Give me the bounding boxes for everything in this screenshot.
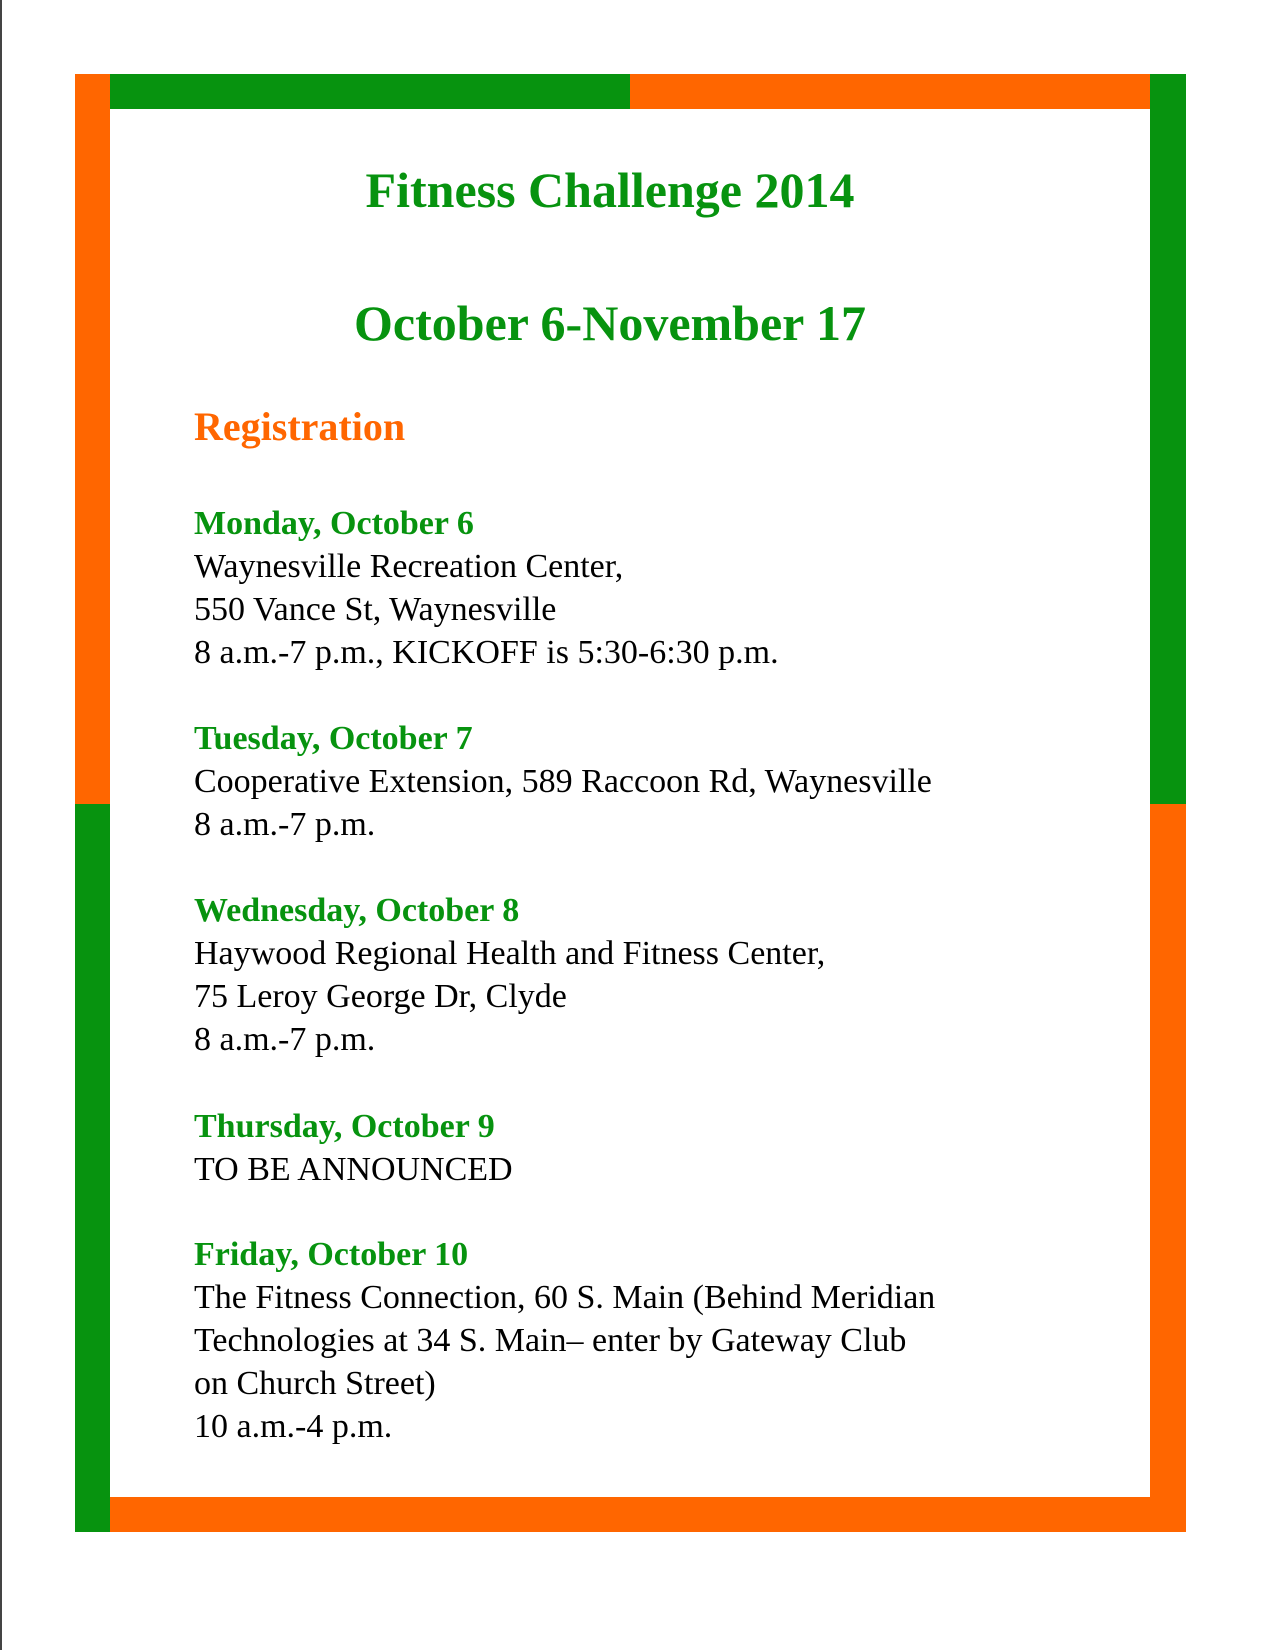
day-detail-line: 8 a.m.-7 p.m. <box>194 806 376 843</box>
day-block-tuesday <box>194 717 1094 846</box>
day-block-wednesday <box>194 889 1094 1061</box>
day-detail-line: Cooperative Extension, 589 Raccoon Rd, Waynesville <box>194 763 932 800</box>
day-heading: Tuesday, October 7 <box>194 720 473 757</box>
day-block-thursday <box>194 1105 1094 1191</box>
day-heading: Monday, October 6 <box>194 505 474 542</box>
registration-heading: Registration <box>194 404 406 449</box>
day-heading: Wednesday, October 8 <box>194 892 520 929</box>
day-detail-line: 10 a.m.-4 p.m. <box>194 1408 393 1445</box>
day-detail-line: on Church Street) <box>194 1365 436 1402</box>
flyer-title: Fitness Challenge 2014 <box>365 162 855 218</box>
day-detail-line: 8 a.m.-7 p.m. <box>194 1021 376 1058</box>
day-detail-line: Technologies at 34 S. Main– enter by Gateway Club <box>194 1322 907 1359</box>
day-detail-line: 550 Vance St, Waynesville <box>194 591 557 628</box>
day-detail-line: 8 a.m.-7 p.m., KICKOFF is 5:30-6:30 p.m. <box>194 634 779 671</box>
day-detail-line: 75 Leroy George Dr, Clyde <box>194 978 567 1015</box>
day-heading: Thursday, October 9 <box>194 1108 495 1145</box>
flyer-dates: October 6-November 17 <box>354 295 866 351</box>
day-heading: Friday, October 10 <box>194 1236 469 1273</box>
day-detail-line: TO BE ANNOUNCED <box>194 1151 513 1188</box>
day-detail-line: The Fitness Connection, 60 S. Main (Behind Meridian <box>194 1279 936 1316</box>
day-block-monday <box>194 502 1094 674</box>
day-detail-line: Waynesville Recreation Center, <box>194 548 624 585</box>
day-detail-line: Haywood Regional Health and Fitness Center, <box>194 935 826 972</box>
day-block-friday <box>194 1233 1094 1448</box>
